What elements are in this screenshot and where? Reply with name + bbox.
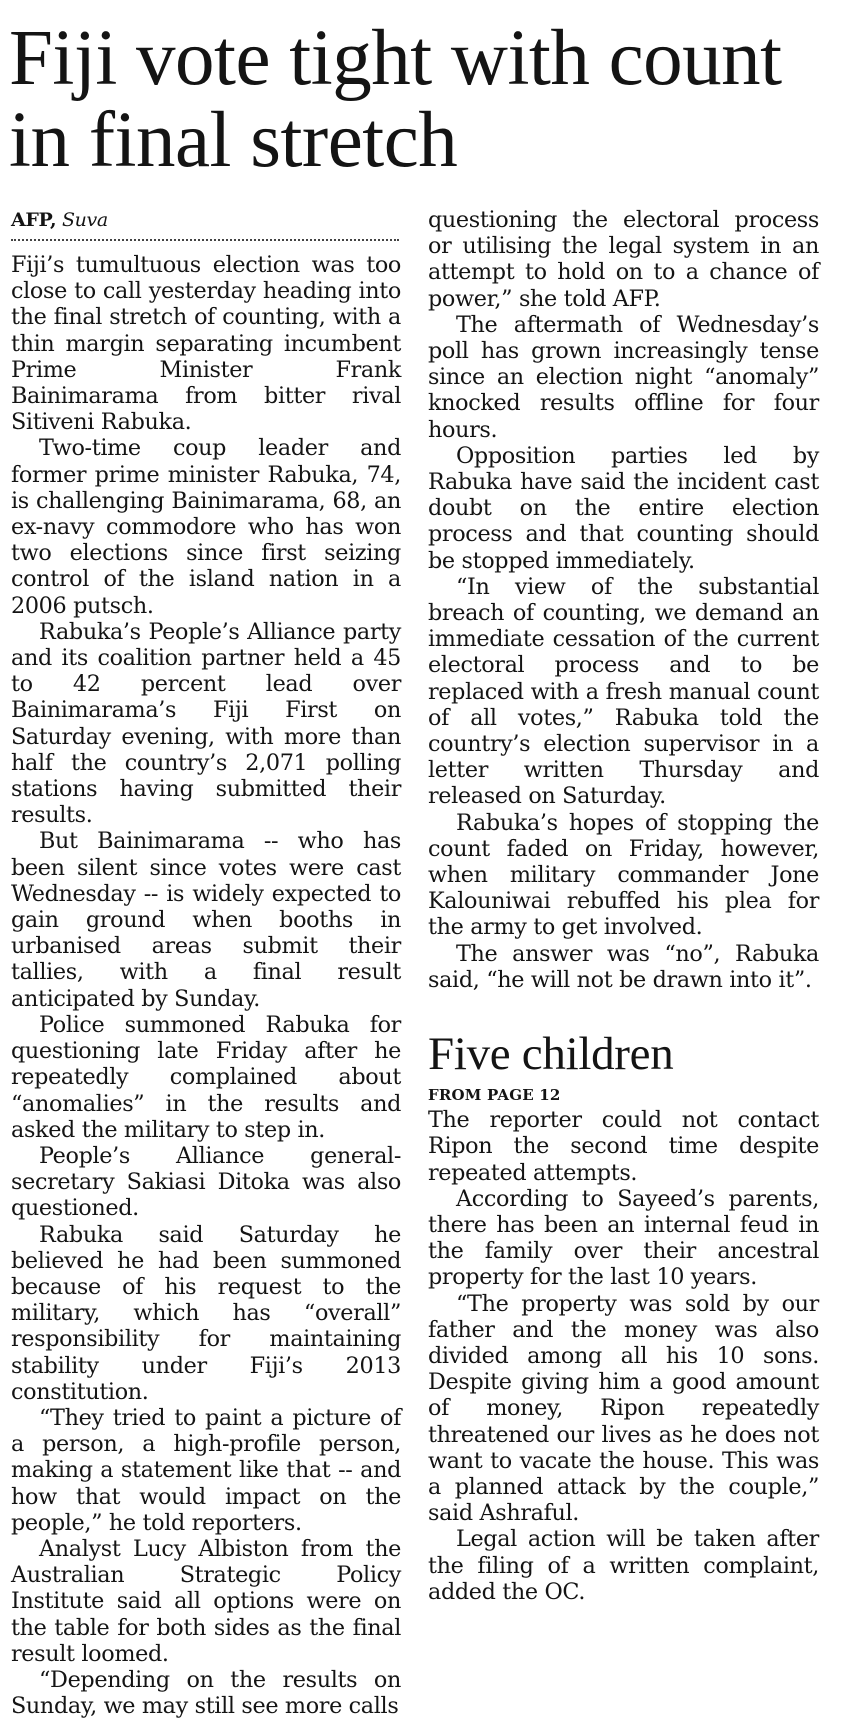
paragraph: “Depending on the results on Sunday, we may still see more calls	[11, 1666, 401, 1719]
paragraph: According to Sayeed’s parents, there has been an internal feud in the family over their ancestral property for the last 10 years.	[428, 1185, 819, 1291]
paragraph: Police summoned Rabuka for questioning late Friday after he repeatedly complained about “anomalies” in the results and asked the military to step in.	[11, 1011, 401, 1143]
paragraph: People’s Alliance general-secretary Sakiasi Ditoka was also questioned.	[11, 1142, 401, 1222]
right-column	[428, 207, 819, 1605]
paragraph: “They tried to paint a picture of a person, a high-profile person, making a statement like that -- and how that would impact on the people,” he told reporters.	[11, 1404, 401, 1536]
paragraph-continuation: questioning the electoral process or utilising the legal system in an attempt to hold on to a chance of power,” she told AFP.	[428, 207, 819, 312]
paragraph: “In view of the substantial breach of counting, we demand an immediate cessation of the current electoral process and to be replaced with a fresh manual count of all votes,” Rabuka told the country’s election supervisor in a letter written Thursday and released on Saturday.	[428, 573, 819, 810]
paragraph: The answer was “no”, Rabuka said, “he will not be drawn into it”.	[428, 940, 819, 993]
dotted-divider	[11, 239, 399, 241]
paragraph: Opposition parties led by Rabuka have said the incident cast doubt on the entire election process and that counting should be stopped immediately.	[428, 442, 819, 574]
paragraph-lead: Fiji’s tumultuous election was too close to call yesterday heading into the final stretch of counting, with a thin margin separating incumbent Prime Minister Frank Bainimarama from bitter rival Sitiveni Rabuka.	[11, 252, 401, 436]
paragraph: The aftermath of Wednesday’s poll has grown increasingly tense since an election night “anomaly” knocked results offline for four hours.	[428, 311, 819, 443]
byline-agency: AFP,	[11, 209, 57, 231]
second-article-headline: Five children	[428, 1028, 674, 1081]
paragraph: Rabuka’s hopes of stopping the count faded on Friday, however, when military commander Jone Kalouniwai rebuffed his plea for the army to get involved.	[428, 809, 819, 941]
paragraph: But Bainimarama -- who has been silent since votes were cast Wednesday -- is widely expected to gain ground when booths in urbanised areas submit their tallies, with a final result anticipated by Sunday.	[11, 828, 401, 1012]
jump-line: FROM PAGE 12	[428, 1086, 561, 1105]
byline	[11, 207, 401, 233]
paragraph: Two-time coup leader and former prime minister Rabuka, 74, is challenging Bainimarama, 68, an ex-navy commodore who has won two elections since first seizing control of the island nation in a 2006 putsch.	[11, 435, 401, 619]
paragraph: Rabuka said Saturday he believed he had been summoned because of his request to the military, which has “overall” responsibility for maintaining stability under Fiji’s 2013 constitution.	[11, 1221, 401, 1405]
article-headline: Fiji vote tight with count in final stretch	[9, 15, 782, 184]
byline-place: Suva	[62, 209, 108, 231]
paragraph: Analyst Lucy Albiston from the Australian Strategic Policy Institute said all options were on the table for both sides as the final result loomed.	[11, 1535, 401, 1667]
left-column	[11, 207, 401, 1719]
paragraph: Rabuka’s People’s Alliance party and its coalition partner held a 45 to 42 percent lead over Bainimarama’s Fiji First on Saturday evening, with more than half the country’s 2,071 polling stations having submitted their results.	[11, 618, 401, 829]
paragraph-lead: The reporter could not contact Ripon the second time despite repeated attempts.	[428, 1107, 819, 1186]
paragraph: “The property was sold by our father and the money was also divided among all his 10 sons. Despite giving him a good amount of money, Ripon repeatedly threatened our lives as he does not want to vacate the house. This was a planned attack by the couple,” said Ashraful.	[428, 1290, 819, 1527]
paragraph: Legal action will be taken after the filing of a written complaint, added the OC.	[428, 1526, 819, 1605]
